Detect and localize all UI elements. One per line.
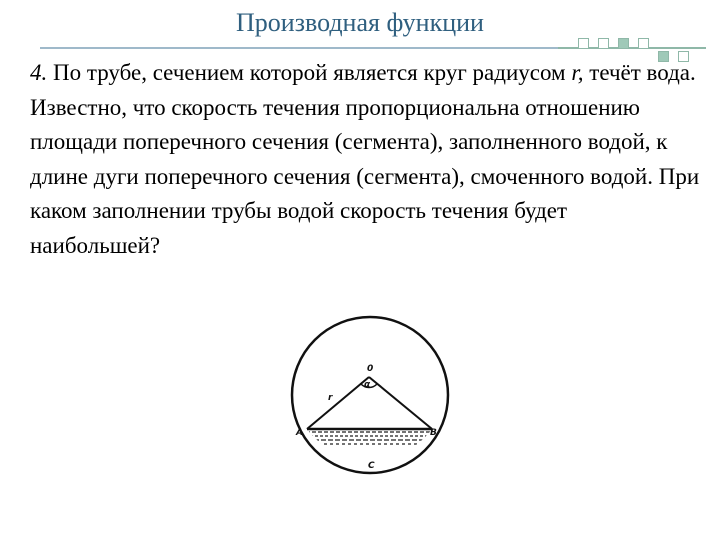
label-radius: r (328, 393, 333, 403)
problem-text-part-2: течёт вода. Известно, что скорость течения пропорциональна отношению площади поперечного сечения (сегмента), заполненного водой, к длине дуги поперечного сечения (сегмента), смоченного водой. При каком заполнении трубы водой скорость течения будет наибольшей? (30, 60, 700, 258)
radius-oa (307, 377, 369, 429)
label-point-a: A (296, 428, 303, 438)
radius-variable: r, (571, 60, 584, 85)
pipe-circle (292, 317, 448, 473)
problem-text-part-1: По трубе, сечением которой является круг радиусом (47, 60, 572, 85)
label-center: 0 (367, 364, 374, 374)
water-segment (300, 432, 440, 444)
problem-text (30, 56, 700, 263)
problem-number: 4. (30, 60, 48, 85)
radius-ob (369, 377, 432, 429)
pipe-cross-section-figure (270, 283, 470, 483)
label-point-b: B (430, 428, 437, 438)
label-arc-c: C (368, 461, 375, 471)
label-angle: α (364, 380, 371, 390)
title-divider (40, 47, 560, 49)
slide-title: Производная функции (236, 8, 484, 37)
